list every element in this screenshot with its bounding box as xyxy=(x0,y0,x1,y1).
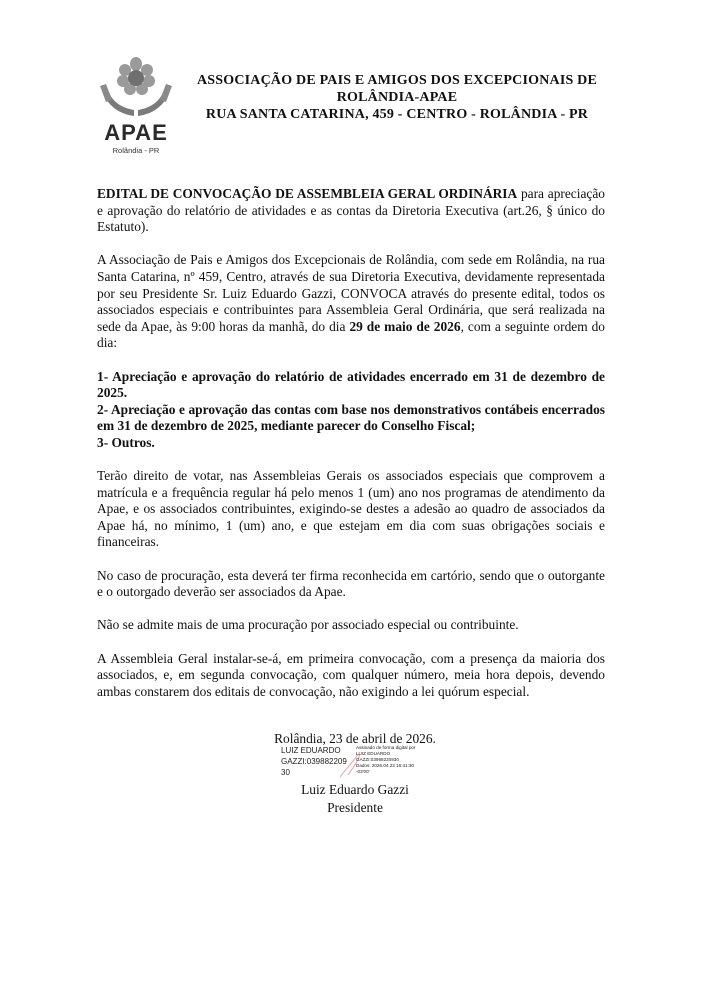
header-address: RUA SANTA CATARINA, 459 - CENTRO - ROLÂNDIA - PR xyxy=(205,107,589,122)
header-line-1: ASSOCIAÇÃO DE PAIS E AMIGOS DOS EXCEPCIONAIS DE xyxy=(196,73,598,88)
convocation-text-end: , com a seguinte ordem do dia: xyxy=(97,318,606,351)
apae-logo xyxy=(96,56,176,160)
organization-header xyxy=(182,72,612,123)
signature-detail-line: -03'00' xyxy=(356,769,370,774)
agenda-item-1: 1- Apreciação e aprovação do relatório de atividades encerrado em 31 de dezembro de 2025. xyxy=(97,368,605,401)
signer-role: Presidente xyxy=(327,800,383,815)
edital-title: EDITAL DE CONVOCAÇÃO DE ASSEMBLEIA GERAL ORDINÁRIA xyxy=(97,186,518,201)
agenda-item-2: 2- Apreciação e aprovação das contas com base nos demonstrativos contábeis encerrados em 31 de dezembro de 2025, mediante parecer do Conselho Fiscal; xyxy=(97,401,605,434)
logo-wordmark: APAE xyxy=(104,120,168,145)
signature-line: 30 xyxy=(281,768,290,777)
signature-detail-line: Dados: 2026.04.23 16:41:30 xyxy=(356,763,414,768)
signature-detail-line: GAZZI:03988220930 xyxy=(356,757,399,762)
logo-city: Rolândia - PR xyxy=(112,146,160,155)
signature-line: LUIZ EDUARDO xyxy=(281,746,341,755)
digital-signature xyxy=(281,745,471,781)
agenda-list xyxy=(97,369,605,452)
meeting-date: 29 de maio de 2026 xyxy=(349,318,461,334)
proxy-paragraph: No caso de procuração, esta deverá ter firma reconhecida em cartório, sendo que o outorgante e o outorgado deverão ser associados da Apae. xyxy=(97,567,605,600)
header-line-2: ROLÂNDIA-APAE xyxy=(336,90,458,105)
proxy-limit-paragraph: Não se admite mais de uma procuração por associado especial ou contribuinte. xyxy=(97,617,519,633)
place-date: Rolândia, 23 de abril de 2026. xyxy=(274,731,436,746)
intro-paragraph xyxy=(97,186,605,236)
signature-line: GAZZI:039882209 xyxy=(281,757,347,766)
agenda-item-3: 3- Outros. xyxy=(97,434,155,450)
signer-name: Luiz Eduardo Gazzi xyxy=(301,782,409,797)
convocation-paragraph xyxy=(97,252,605,352)
apae-flower-hands-icon xyxy=(96,56,176,122)
signature-detail-line: LUIZ EDUARDO xyxy=(356,751,391,756)
edital-body xyxy=(97,186,605,717)
signature-details xyxy=(356,745,456,775)
quorum-paragraph: A Assembleia Geral instalar-se-á, em primeira convocação, com a presença da maioria dos associados, e, em segunda convocação, com qualquer número, meia hora depois, devendo ambas constarem dos editais de convocação, não exigindo a lei quórum especial. xyxy=(97,650,605,699)
intro-text: para apreciação e aprovação do relatório de atividades e as contas da Diretoria Executiva (art.26, § único do Estatuto). xyxy=(97,186,605,235)
signer-block xyxy=(200,781,510,817)
voting-rights-paragraph: Terão direito de votar, nas Assembleias Gerais os associados especiais que comprovem a matrícula e a frequência regular há pelo menos 1 (um) ano nos programas de atendimento da Apae, e os associados contribuintes, exigindo-se destes a adesão ao quadro de associados da Apae há, no mínimo, 1 (um) ano, e que estejam em dia com suas obrigações sociais e financeiras. xyxy=(97,468,605,550)
signature-detail-line: Assinado de forma digital por xyxy=(356,745,416,750)
convocation-text: A Associação de Pais e Amigos dos Excepcionais de Rolândia, com sede em Rolândia, na rua Santa Catarina, nº 459, Centro, através de sua Diretoria Executiva, devidamente representada por seu Presidente Sr. Luiz Eduardo Gazzi, CONVOCA através do presente edital, todos os associados especiais e contribuintes para Assembleia Geral Ordinária, que será realizada na sede da Apae, às 9:00 horas da manhã, do dia xyxy=(97,252,605,334)
